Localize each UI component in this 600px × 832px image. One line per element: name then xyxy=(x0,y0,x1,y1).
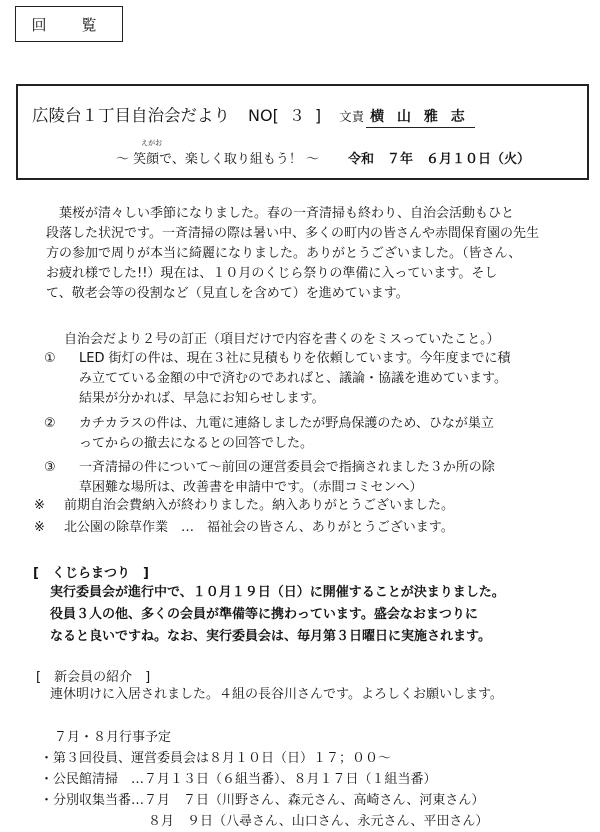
slogan-prefix: ～ xyxy=(116,152,134,167)
correction-mark: ③ xyxy=(44,460,56,475)
members-heading: [ 新会員の紹介 ] xyxy=(36,670,151,685)
intro-line: て、敬老会等の役割など（見直しを含めて）を進めています。 xyxy=(46,286,409,301)
correction-line: 草困難な場所は、改善書を申請中です。（赤間コミセンへ） xyxy=(79,480,423,495)
kujira-heading: [ くじらまつり ] xyxy=(33,566,149,581)
correction-item-3 xyxy=(79,458,495,498)
members-line: 連休明けに入居されました。４組の長谷川さんです。よろしくお願いします。 xyxy=(50,687,503,702)
correction-item-2 xyxy=(79,414,494,454)
note-dues: 前期自治会費納入が終わりました。納入ありがとうございました。 xyxy=(64,498,455,513)
slogan-ruby-reading: えがお xyxy=(141,139,163,147)
schedule-heading: ７月・８月行事予定 xyxy=(54,730,172,745)
note-mark: ※ xyxy=(34,520,45,535)
author-name: 横 山 雅 志 xyxy=(366,106,475,128)
issue-bracket-close: ] xyxy=(314,106,322,125)
issue-label: NO[ xyxy=(248,106,279,125)
kujira-line: 役員３人の他、多くの会員が準備等に携わっています。盛会なおまつりに xyxy=(50,607,478,622)
newsletter-title: 広陵台１丁目自治会だより xyxy=(32,106,230,125)
intro-line: 方の参加で周りが本当に綺麗になりました。ありがとうございました。（皆さん、 xyxy=(46,246,522,261)
kujira-line: 実行委員会が進行中で、１０月１９日（日）に開催することが決まりました。 xyxy=(50,585,505,600)
correction-mark: ② xyxy=(44,416,56,431)
correction-line: 結果が分かれば、早急にお知らせします。 xyxy=(79,391,325,406)
correction-mark: ① xyxy=(44,351,56,366)
correction-line: LED 街灯の件は、現在３社に見積もりを依頼しています。今年度までに積 xyxy=(79,351,511,366)
schedule-line-collection: ・分別収集当番…７月 ７日（川野さん、森元さん、高崎さん、河東さん） xyxy=(40,793,485,808)
note-weeding: 北公園の除草作業 … 福祉会の皆さん、ありがとうございます。 xyxy=(64,520,454,535)
correction-line: 一斉清掃の件について～前回の運営委員会で指摘されました３か所の除 xyxy=(79,460,495,475)
slogan-ruby-base: 笑顔 xyxy=(133,152,160,167)
schedule-line-collection-aug: ８月 ９日（八尋さん、山口さん、永元さん、平田さん） xyxy=(148,814,489,829)
circulation-stamp: 回 覧 xyxy=(15,6,123,42)
issue-number: ３ xyxy=(288,106,305,125)
slogan-suffix: で、楽しく取り組もう！ ～ xyxy=(159,152,320,167)
kujira-line: なると良いですね。なお、実行委員会は、毎月第３日曜日に実施されます。 xyxy=(50,629,491,644)
intro-paragraph xyxy=(46,204,539,304)
correction-line: カチカラスの件は、九電に連絡しましたが野鳥保護のため、ひなが巣立 xyxy=(79,416,494,431)
slogan-ruby-word xyxy=(133,139,163,167)
slogan xyxy=(116,139,320,167)
schedule-line-meeting: ・第３回役員、運営委員会は８月１０日（日）１７；００～ xyxy=(40,751,392,766)
correction-heading: 自治会だより２号の訂正（項目だけで内容を書くのをミスっていたこと。） xyxy=(64,332,500,347)
correction-line: ってからの撤去になるとの回答でした。 xyxy=(79,436,314,451)
issue-date: 令和 ７年 ６月１０日（火） xyxy=(348,152,531,167)
intro-line: お疲れ様でした!!）現在は、１０月のくじら祭りの準備に入っています。そし xyxy=(46,266,498,281)
intro-line: 段落した状況です。一斉清掃の際は暑い中、多くの町内の皆さんや赤間保育園の先生 xyxy=(46,226,539,241)
correction-line: み立てている金額の中で済むのであればと、議論・協議を進めています。 xyxy=(79,371,507,386)
kujira-body xyxy=(50,582,505,648)
newsletter-header xyxy=(16,84,589,180)
intro-line: 葉桜が清々しい季節になりました。春の一斉清掃も終わり、自治会活動もひと xyxy=(46,206,515,221)
correction-item-1 xyxy=(79,349,511,409)
title-line xyxy=(32,102,475,128)
author-label: 文責 xyxy=(339,109,365,124)
schedule-line-cleaning: ・公民館清掃 …７月１３日（６組当番）、８月１７日（１組当番） xyxy=(40,772,437,787)
note-mark: ※ xyxy=(34,498,45,513)
